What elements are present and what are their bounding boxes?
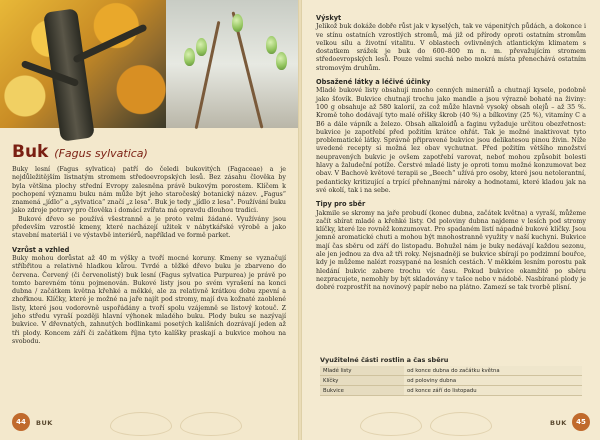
book-gutter: [298, 0, 302, 440]
table-cell-time: od konce září do listopadu: [404, 386, 582, 395]
paragraph-intro: Buky lesní (Fagus sylvatica) patří do čeledi bukovitých (Fagaceae) a je nejdůležitějším listnatým stromem středoevropských lesů. Bez zásahu člověka by byla většina plochy střední Evropy zalesněna právě bukovým porostem. Klíčem k pochopení významu buku nám může být jeho staročeský botanický název. „Fagus“ znamená „jídlo“ a „sylvatica“ značí „z lesa“. Buk je tedy „jídlo z lesa“. Používání buku jako zdroje potravy pro člověka i domácí zvířata má opravdu dlouhou tradici.: [12, 166, 286, 215]
bud-graphic: [184, 48, 195, 66]
paragraph-occurrence: Jelikož buk dokáže dobře růst jak v kyselých, tak ve vápenitých půdách, a dokonce i ve stínu ostatních vzrostlých stromů, má již od přírody oproti ostatním stromům velkou sílu a životní vitalitu. V oblastech ovlivněných atlantickým klimatem s dostatkem srážek je buk do 600–800 m n. m. převažujícím stromem středoevropských lesů. Pouze velmi suchá nebo mokrá místa přenechává ostatním stromovým druhům.: [316, 23, 586, 72]
running-head-right: BUK: [550, 419, 567, 427]
table-row: [320, 376, 582, 386]
bud-graphic: [196, 38, 207, 56]
table-row: [320, 366, 582, 376]
beech-buds-photo: [166, 0, 300, 128]
table-cell-time: od poloviny dubna: [404, 376, 582, 385]
table-heading: Využitelné části rostlin a čas sběru: [320, 356, 449, 364]
chapter-title: [12, 142, 148, 162]
running-head-left: BUK: [36, 419, 53, 427]
bud-graphic: [232, 14, 243, 32]
bud-graphic: [276, 52, 287, 70]
leaf-decoration-icon: [430, 412, 492, 436]
title-latin: (Fagus sylvatica): [54, 147, 148, 160]
right-text-column: [316, 14, 586, 293]
twig-graphic: [195, 21, 221, 129]
paragraph-substances: Mladé bukové listy obsahují mnoho cenných minerálů a chutnají kysele, podobně jako šťovík. Bukvice chutnají trochu jako mandle a jsou výrazně bohaté na živiny: 100 g obsahuje až 580 kalorií, za což může hlavně vysoký obsah olejů – až 35 %. Kromě toho dodávají tyto malé oříšky škrob (40 %) a bílkoviny (25 %), vitamíny C a B6 a dále vápník a železo. Obsah alkaloidů a faginu vyžaduje určitou obezřetnost: bukvice je zapotřebí před požitím krátce ohřát. Tak je možné inaktivovat tyto problematické látky. Správně připravené bukvice jsou delikatesou pinou živin. Níže uvedené recepty si možná lez obav vychutnat. Před požitím většího množství neupravených bukvic je ovšem zapotřebí varovat, neboť mohou způsobit bolesti hlavy a žaludeční potíže. Čerstvé mladé listy je oproti tomu možné konzumovat bez obav. V Bachově květové terapii se „Beech“ užívá pro osoby, které jsou netolerantní, pedanticky kritizující a trpící přehnanými nároky a hodnotami, které kladou jak na své okolí, tak i na sebe.: [316, 87, 586, 194]
left-text-column: [12, 166, 286, 346]
beech-tree-photo: [0, 0, 166, 128]
subhead-growth: Vzrůst a vzhled: [12, 245, 70, 254]
paragraph-growth: Buky mohou dorůstat až 40 m výšky a tvoří mocné koruny. Kmeny se vyznačují stříbřitou a relativně hladkou kůrou. Tvrdé a těžké dřevo buku je zbarveno do červena. Červený (či červenolistý) buk lesní (Fagus sylvatica Purpurea) je právě po tomto barevném tónu pojmenován. Bukové listy jsou po svém vyrašení na konci dubna / začátkem května křehké a měkké, ale za relativně krátkou dobu zpevní a zhořknou. Klíčky, které je možné na jaře najít pod stromy, mají dva kožnaté zaoblené listy, které jsou vodorovně uspořádány a tvoří spolu vzájemně se listový kotouč. Z jeho středu vyraší později hlavní výhonek mladého buku. Plody buku se nazývají bukvice. V dřevnatých, zahnutých bodlinkami posetých kališních dozrávají jeden až tři plody. Koncem září či začátkem října tyto kalíšky praskají a bukvice mohou na svobodu.: [12, 254, 286, 345]
table-row: [320, 386, 582, 396]
leaf-decoration-icon: [180, 412, 242, 436]
page-number-left: 44: [12, 413, 30, 431]
paragraph-harvest-tips: Jakmile se skromy na jaře probudí (konec dubna, začátek května) a vyraší, můžeme začít sbírat mladé a křehké listy. Od poloviny dubna najdeme v lesích pod stromy klíčky, které lze rovněž konzumovat. Pro spadaném listí nápadné bukové klíčky. Jsou jemně aromatické chuti a mohou být mnohostranně využity v naší kuchyni. Bukvice mají čas sběru od září do listopadu. Bohužel nám je buky nedávají každou sezonu, ale jen jednou za dva až tři roky. Nejsnadněji se bukvice sbírají po podzimní bouřce, kdy je můžeme nalézt rozsypané na lesních cestách. V měkkém lesním porostu pak hledání bukvic zabere trochu víc času. Pokud bukvice okamžitě po sběru nezpracujete, nemohly by být skladovány v tašce nebo v nádobě. Nasbírané plody je dobré rozprostřít na novinový papír nebo na plátno. Zamezí se tak tvorbě plísní.: [316, 209, 586, 292]
subhead-harvest-tips: Tipy pro sběr: [316, 200, 366, 209]
page-number-right: 45: [572, 413, 590, 431]
right-footer: [300, 410, 600, 440]
table-cell-time: od konce dubna do začátku května: [404, 366, 582, 375]
title-main: Buk: [12, 142, 49, 162]
leaf-decoration-icon: [360, 412, 422, 436]
paragraph-wood-use: Bukové dřevo se používá všestranně a je proto velmi žádané. Využívány jsou především vzrostlé kmeny, které nacházejí užitek v nábytkářské výrobě a jako stavební materiál i ve výstavbě interiérů, například ve formě parket.: [12, 215, 286, 240]
leaf-decoration-icon: [110, 412, 172, 436]
table-cell-part: Mladé listy: [320, 366, 404, 375]
bud-graphic: [266, 36, 277, 54]
branch-graphic: [72, 23, 147, 63]
subhead-occurrence: Výskyt: [316, 14, 342, 22]
subhead-substances: Obsažené látky a léčivé účinky: [316, 78, 431, 87]
table-cell-part: Bukvice: [320, 386, 404, 395]
left-footer: [0, 410, 300, 440]
table-cell-part: Klíčky: [320, 376, 404, 385]
harvest-table: [320, 356, 582, 396]
